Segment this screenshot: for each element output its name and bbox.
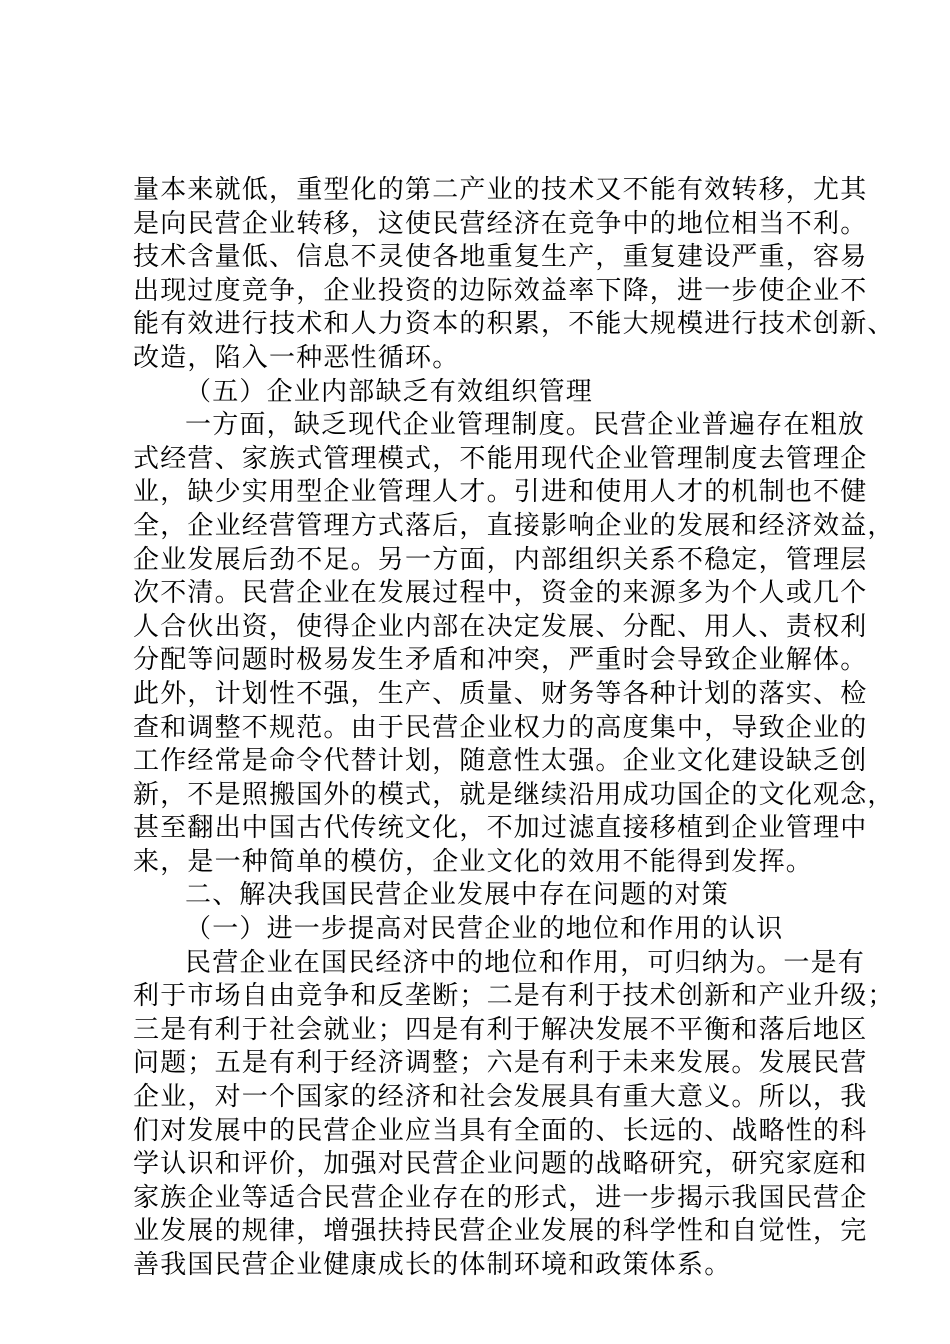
text-line: 三是有利于社会就业；四是有利于解决发展不平衡和落后地区 [133, 1014, 868, 1045]
text-line: 技术含量低、信息不灵使各地重复生产，重复建设严重，容易 [133, 242, 868, 273]
text-line: 一方面，缺乏现代企业管理制度。民营企业普遍存在粗放 [185, 410, 866, 441]
document-body [133, 174, 895, 1283]
text-line: 企业发展后劲不足。另一方面，内部组织关系不稳定，管理层 [133, 544, 868, 575]
subsection-heading: （一）进一步提高对民营企业的地位和作用的认识 [185, 914, 784, 945]
text-line: 出现过度竞争，企业投资的边际效益率下降，进一步使企业不 [133, 275, 868, 306]
text-line: 企业，对一个国家的经济和社会发展具有重大意义。所以，我 [133, 1082, 868, 1113]
section-heading: 二、解决我国民营企业发展中存在问题的对策 [185, 880, 730, 911]
text-line: 新，不是照搬国外的模式，就是继续沿用成功国企的文化观念， [133, 779, 895, 810]
text-line: 人合伙出资，使得企业内部在决定发展、分配、用人、责权利 [133, 611, 868, 642]
text-line: 全，企业经营管理方式落后，直接影响企业的发展和经济效益， [133, 510, 895, 541]
text-line: 家族企业等适合民营企业存在的形式，进一步揭示我国民营企 [133, 1182, 868, 1213]
text-line: 来，是一种简单的模仿，企业文化的效用不能得到发挥。 [133, 846, 814, 877]
text-line: 工作经常是命令代替计划，随意性太强。企业文化建设缺乏创 [133, 746, 868, 777]
text-line: 业，缺少实用型企业管理人才。引进和使用人才的机制也不健 [133, 477, 868, 508]
text-line: 问题；五是有利于经济调整；六是有利于未来发展。发展民营 [133, 1048, 868, 1079]
text-line: 们对发展中的民营企业应当具有全面的、长远的、战略性的科 [133, 1115, 868, 1146]
text-line: 利于市场自由竞争和反垄断；二是有利于技术创新和产业升级； [133, 981, 895, 1012]
text-line: 次不清。民营企业在发展过程中，资金的来源多为个人或几个 [133, 578, 868, 609]
text-line: 业发展的规律，增强扶持民营企业发展的科学性和自觉性，完 [133, 1216, 868, 1247]
text-line: 民营企业在国民经济中的地位和作用，可归纳为。一是有 [185, 947, 866, 978]
text-line: 量本来就低，重型化的第二产业的技术又不能有效转移，尤其 [133, 175, 868, 205]
text-line: 式经营、家族式管理模式，不能用现代企业管理制度去管理企 [133, 443, 868, 474]
text-line: 甚至翻出中国古代传统文化，不加过滤直接移植到企业管理中 [133, 813, 868, 844]
text-line: 改造，陷入一种恶性循环。 [133, 342, 460, 373]
text-line: 能有效进行技术和人力资本的积累，不能大规模进行技术创新、 [133, 309, 895, 340]
text-line: 分配等问题时极易发生矛盾和冲突，严重时会导致企业解体。 [133, 645, 868, 676]
text-line: 是向民营企业转移，这使民营经济在竞争中的地位相当不利。 [133, 208, 868, 239]
section-heading: （五）企业内部缺乏有效组织管理 [185, 376, 594, 407]
text-line: 此外，计划性不强，生产、质量、财务等各种计划的落实、检 [133, 678, 868, 709]
text-line: 学认识和评价，加强对民营企业问题的战略研究，研究家庭和 [133, 1149, 868, 1180]
text-line: 善我国民营企业健康成长的体制环境和政策体系。 [133, 1250, 732, 1280]
text-line: 查和调整不规范。由于民营企业权力的高度集中，导致企业的 [133, 712, 868, 743]
